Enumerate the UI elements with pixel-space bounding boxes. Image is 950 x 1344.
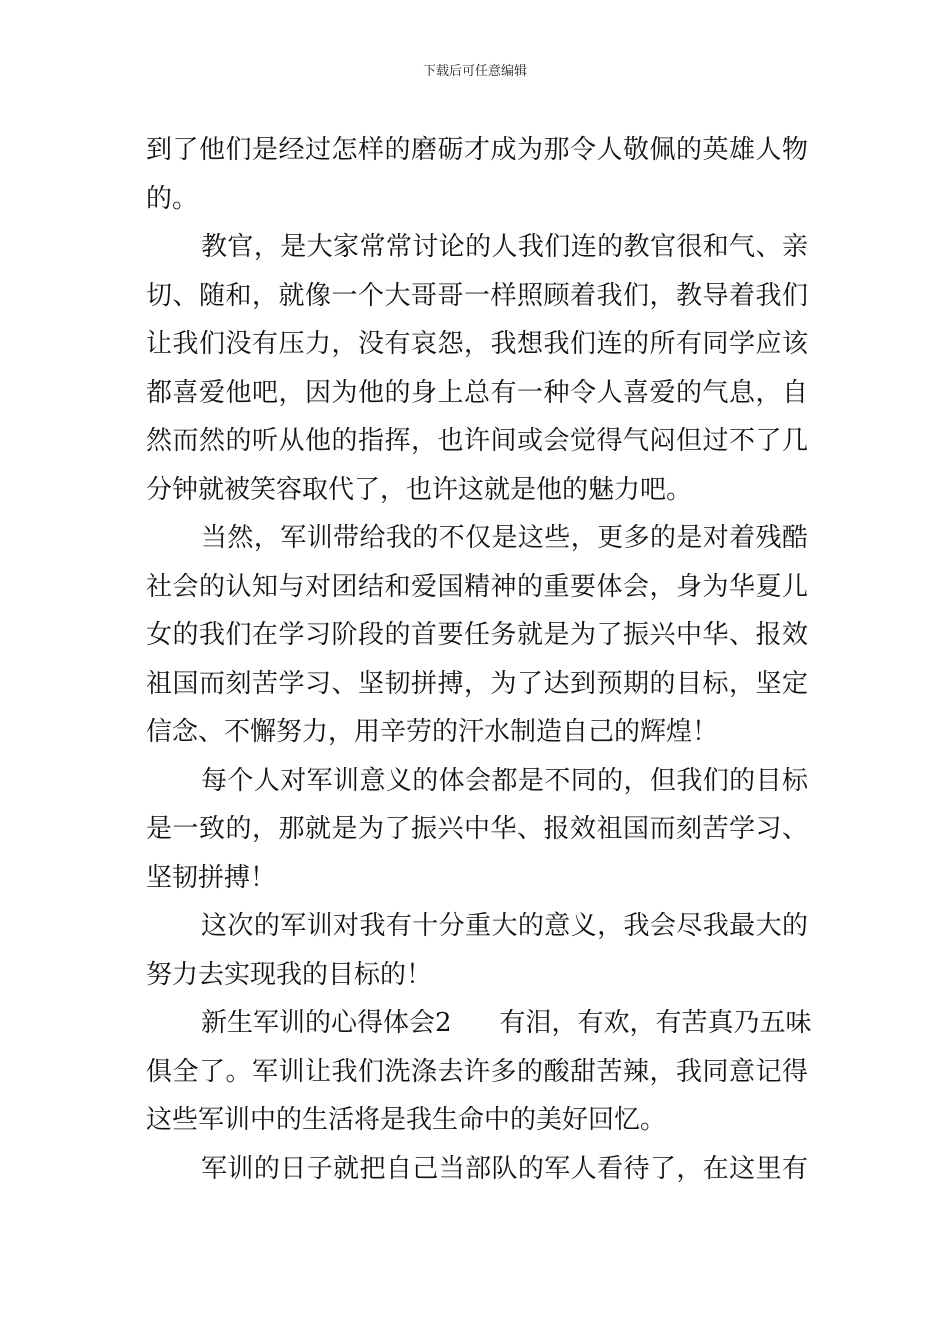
text-line: 分钟就被笑容取代了，也许这就是他的魅力吧。 xyxy=(146,474,693,505)
document-body xyxy=(146,126,812,1193)
paragraph xyxy=(146,223,808,514)
text-line: 让我们没有压力，没有哀怨，我想我们连的所有同学应该 xyxy=(146,329,808,359)
text-line: 是一致的，那就是为了振兴中华、报效祖国而刻苦学习、 xyxy=(146,814,808,844)
text-line: 每个人对军训意义的体会都是不同的，但我们的目标 xyxy=(201,765,808,796)
text-line: 当然，军训带给我的不仅是这些，更多的是对着残酷 xyxy=(201,523,808,553)
text-line: 切、随和，就像一个大哥哥一样照顾着我们，教导着我们 xyxy=(146,280,808,311)
text-line: 都喜爱他吧，因为他的身上总有一种令人喜爱的气息，自 xyxy=(146,377,808,408)
paragraph xyxy=(146,514,808,757)
section-title: 新生军训的心得体会2 xyxy=(201,1008,452,1038)
page-header: 下载后可任意编辑 xyxy=(422,64,527,79)
paragraph xyxy=(146,1145,808,1194)
paragraph xyxy=(146,999,812,1145)
section-first-line: 有泪，有欢，有苦真乃五味 xyxy=(499,1008,812,1038)
paragraph xyxy=(146,902,808,999)
text-line: 社会的认知与对团结和爱国精神的重要体会，身为华夏儿 xyxy=(146,571,808,602)
text-line: 女的我们在学习阶段的首要任务就是为了振兴中华、报效 xyxy=(146,620,808,650)
text-line: 坚韧拼搏！ xyxy=(146,862,277,893)
paragraph xyxy=(146,126,808,223)
text-line: 努力去实现我的目标的！ xyxy=(146,959,433,990)
text-line: 信念、不懈努力，用辛劳的汗水制造自己的辉煌！ xyxy=(146,717,719,747)
text-line: 这些军训中的生活将是我生命中的美好回忆。 xyxy=(146,1105,667,1135)
text-line: 的。 xyxy=(146,183,199,214)
text-line: 祖国而刻苦学习、坚韧拼搏，为了达到预期的目标，坚定 xyxy=(146,668,808,699)
text-line: 军训的日子就把自己当部队的军人看待了，在这里有 xyxy=(201,1153,808,1184)
text-line: 俱全了。军训让我们洗涤去许多的酸甜苦辣，我同意记得 xyxy=(146,1056,808,1087)
text-line: 然而然的听从他的指挥，也许间或会觉得气闷但过不了几 xyxy=(146,426,808,456)
paragraph xyxy=(146,757,808,903)
text-line: 这次的军训对我有十分重大的意义，我会尽我最大的 xyxy=(201,911,808,941)
text-line: 教官，是大家常常讨论的人我们连的教官很和气、亲 xyxy=(201,232,808,262)
text-line xyxy=(146,999,812,1048)
text-line: 到了他们是经过怎样的磨砺才成为那令人敬佩的英雄人物 xyxy=(146,135,808,165)
